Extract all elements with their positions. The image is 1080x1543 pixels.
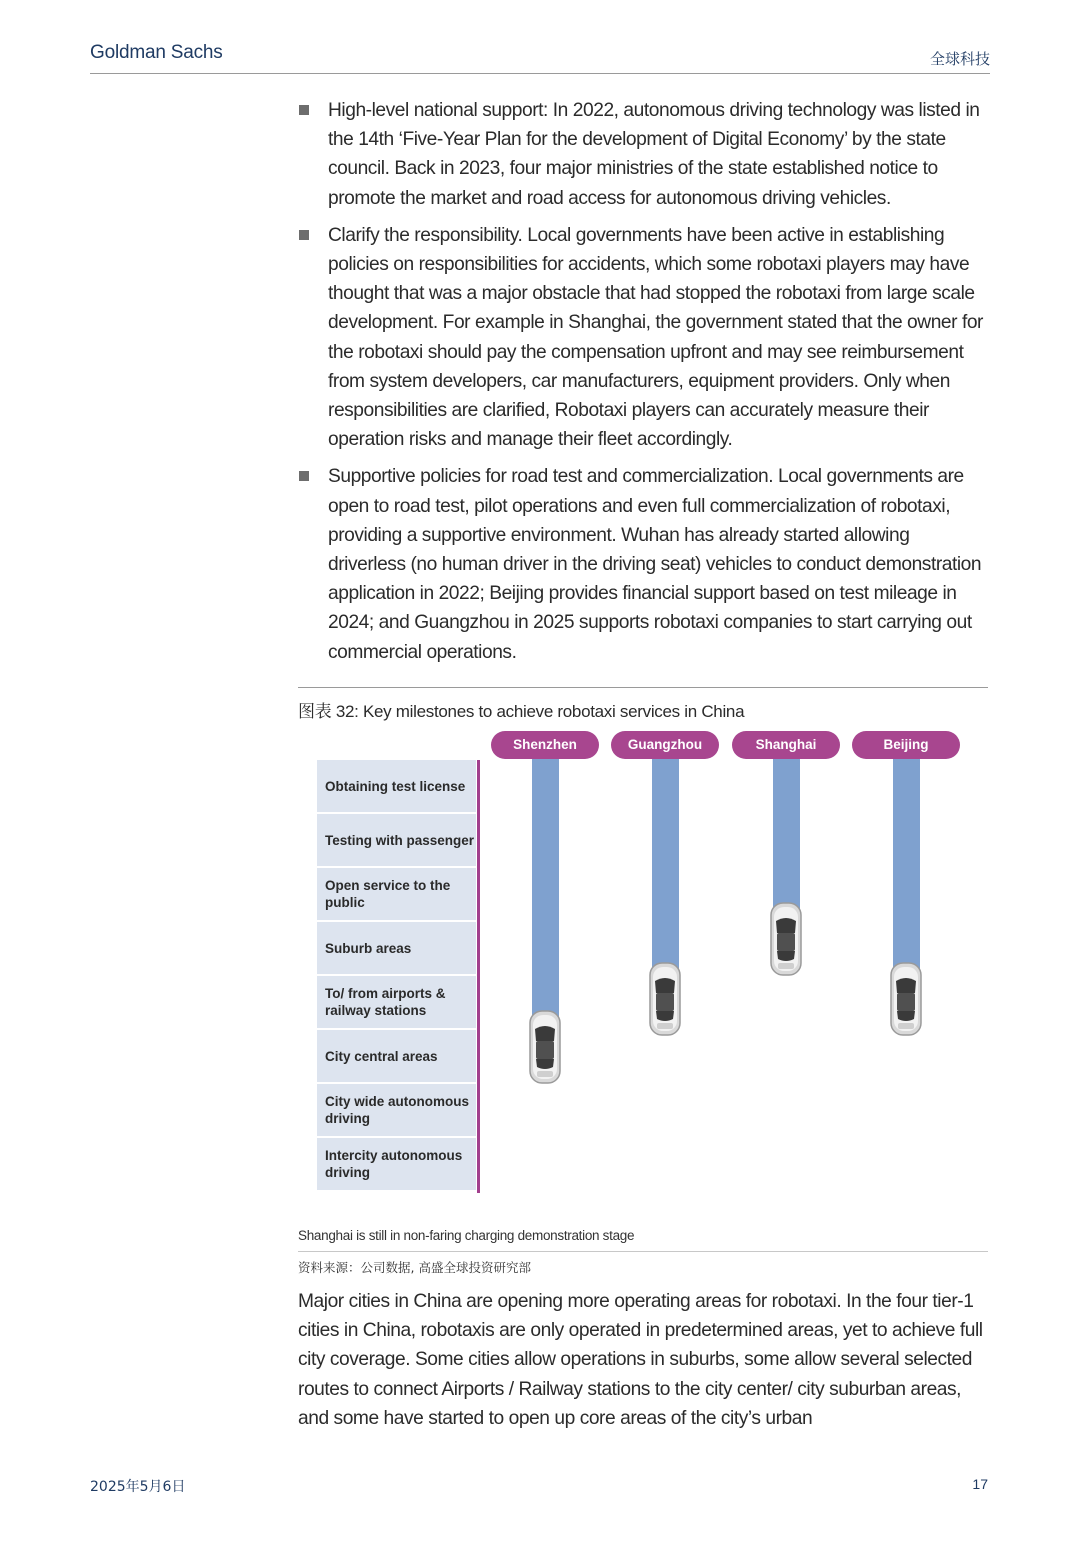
car-icon [528, 1009, 562, 1085]
note-divider [298, 1251, 988, 1252]
stage-label: Open service to the public [317, 868, 476, 920]
header-brand: Goldman Sachs [90, 42, 223, 63]
bullet-text: Clarify the responsibility. Local governments have been active in establishing policies on responsibilities for accidents, which some robotaxi players may have thought that was a major obstacle that had stopped the robotaxi from large scale development. For example in Shanghai, the government stated that the owner for the robotaxi should pay the compensation upfront and may see reimbursement from system developers, car manufacturers, equipment providers. Only when responsibilities are clarified, Robotaxi players can accurately measure their operation risks and manage their fleet accordingly. [328, 224, 983, 451]
car-icon [648, 961, 682, 1037]
bullet-item [298, 96, 990, 213]
header-divider [90, 73, 990, 74]
bullet-item [298, 462, 990, 666]
city-label: Guangzhou [611, 731, 719, 759]
milestone-chart [298, 725, 988, 1200]
stage-label: City central areas [317, 1030, 476, 1082]
header-section: 全球科技 [929, 50, 990, 68]
bullet-square-icon [299, 105, 309, 115]
stage-divider-line [477, 760, 480, 1193]
stage-label: Testing with passenger [317, 814, 476, 866]
stage-label: Intercity autonomous driving [317, 1138, 476, 1190]
figure-source: 资料来源：公司数据, 高盛全球投资研究部 [298, 1260, 531, 1275]
figure-note: Shanghai is still in non-faring charging demonstration stage [298, 1228, 635, 1243]
car-icon [889, 961, 923, 1037]
city-label: Beijing [852, 731, 960, 759]
car-icon [769, 901, 803, 977]
city-bar [773, 759, 800, 915]
stage-label: City wide autonomous driving [317, 1084, 476, 1136]
bullet-square-icon [299, 230, 309, 240]
city-bar [652, 759, 679, 975]
city-label: Shenzhen [491, 731, 599, 759]
bullet-list [298, 96, 990, 675]
city-label: Shanghai [732, 731, 840, 759]
footer-date: 2025年5月6日 [90, 1479, 186, 1495]
body-paragraph: Major cities in China are opening more operating areas for robotaxi. In the four tier-1 cities in China, robotaxis are only operated in predetermined areas, yet to achieve full city coverage. Some cities allow operations in suburbs, some allow several selected routes to connect Airports / Railway stations to the city center/ city suburban areas, and some have started to open up core areas of the city’s urban [298, 1291, 983, 1429]
bullet-text: Supportive policies for road test and commercialization. Local governments are open to road test, pilot operations and even full commercialization of robotaxi, providing a supportive environment. Wuhan has already started allowing driverless (no human driver in the driving seat) vehicles to conduct demonstration application in 2022; Beijing provides financial support based on test mileage in 2024; and Guangzhou in 2025 supports robotaxi companies to start carrying out commercial operations. [328, 466, 982, 663]
stage-label: To/ from airports & railway stations [317, 976, 476, 1028]
figure-title: 图表 32: Key milestones to achieve robotaxi services in China [298, 702, 745, 721]
bullet-item [298, 221, 990, 455]
city-bar [893, 759, 920, 975]
bullet-text: High-level national support: In 2022, autonomous driving technology was listed in the 14th ‘Five-Year Plan for the development of Digital Economy’ by the state council. Back in 2023, four major ministries of the state established notice to promote the market and road access for autonomous driving vehicles. [328, 100, 980, 209]
stage-label: Obtaining test license [317, 760, 476, 812]
bullet-square-icon [299, 471, 309, 481]
city-bar [532, 759, 559, 1023]
page-number: 17 [972, 1476, 988, 1492]
figure-divider [298, 687, 988, 688]
stage-label: Suburb areas [317, 922, 476, 974]
